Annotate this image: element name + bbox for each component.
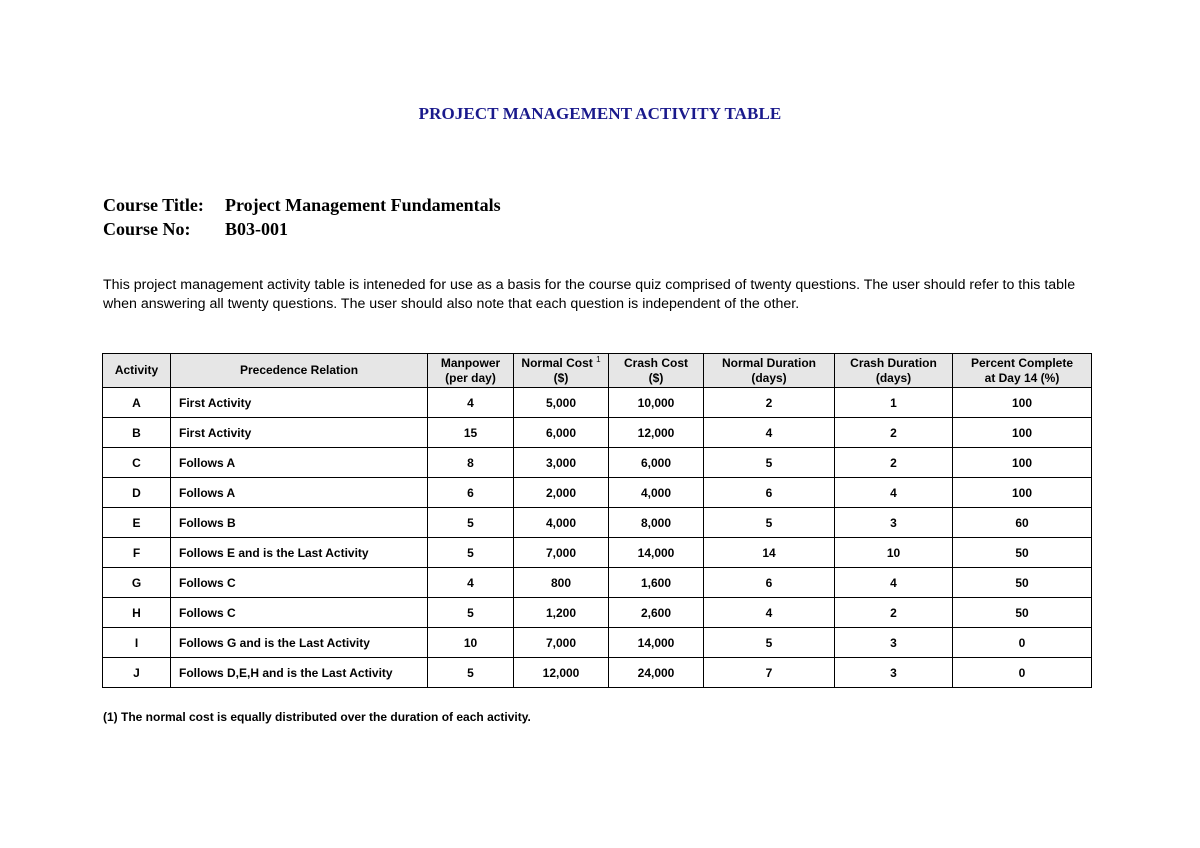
header-normal-cost: Normal Cost $^1$ ($) xyxy=(514,354,609,388)
cell-crash-duration: 2 xyxy=(835,448,953,478)
course-no-label: Course No: xyxy=(103,219,191,239)
table-row xyxy=(103,538,1092,568)
cell-activity: B xyxy=(103,418,171,448)
cell-manpower: 4 xyxy=(428,388,514,418)
table-row xyxy=(103,478,1092,508)
header-manpower: Manpower (per day) xyxy=(428,354,514,388)
page-title: PROJECT MANAGEMENT ACTIVITY TABLE xyxy=(418,104,782,123)
course-title-value: Project Management Fundamentals xyxy=(225,195,501,215)
cell-normal-duration: 4 xyxy=(704,598,835,628)
cell-normal-duration: 5 xyxy=(704,448,835,478)
cell-normal-duration: 5 xyxy=(704,508,835,538)
cell-percent-complete: 0 xyxy=(953,658,1092,688)
header-activity: Activity xyxy=(103,354,171,388)
cell-percent-complete: 100 xyxy=(953,418,1092,448)
table-row xyxy=(103,388,1092,418)
cell-activity: D xyxy=(103,478,171,508)
cell-precedence: First Activity xyxy=(171,418,428,448)
course-no-line xyxy=(103,219,288,240)
cell-activity: A xyxy=(103,388,171,418)
cell-crash-duration: 3 xyxy=(835,658,953,688)
cell-percent-complete: 0 xyxy=(953,628,1092,658)
cell-normal-cost: 5,000 xyxy=(514,388,609,418)
cell-activity: J xyxy=(103,658,171,688)
cell-crash-duration: 2 xyxy=(835,598,953,628)
cell-manpower: 4 xyxy=(428,568,514,598)
cell-percent-complete: 100 xyxy=(953,388,1092,418)
cell-crash-cost: 4,000 xyxy=(609,478,704,508)
activity-table xyxy=(102,353,1092,688)
cell-activity: G xyxy=(103,568,171,598)
cell-normal-duration: 6 xyxy=(704,478,835,508)
cell-crash-cost: 10,000 xyxy=(609,388,704,418)
cell-normal-cost: 4,000 xyxy=(514,508,609,538)
table-row xyxy=(103,448,1092,478)
cell-crash-duration: 4 xyxy=(835,478,953,508)
footnote: (1) The normal cost is equally distributed over the duration of each activity. xyxy=(103,710,531,724)
cell-crash-duration: 1 xyxy=(835,388,953,418)
cell-normal-cost: 7,000 xyxy=(514,538,609,568)
cell-manpower: 15 xyxy=(428,418,514,448)
cell-manpower: 6 xyxy=(428,478,514,508)
cell-crash-cost: 12,000 xyxy=(609,418,704,448)
table-row xyxy=(103,658,1092,688)
cell-normal-duration: 14 xyxy=(704,538,835,568)
cell-percent-complete: 50 xyxy=(953,568,1092,598)
cell-precedence: Follows C xyxy=(171,568,428,598)
cell-normal-cost: 2,000 xyxy=(514,478,609,508)
course-no-value: B03-001 xyxy=(225,219,288,239)
cell-percent-complete: 100 xyxy=(953,478,1092,508)
cell-precedence: Follows A xyxy=(171,478,428,508)
table-row xyxy=(103,568,1092,598)
cell-normal-cost: 3,000 xyxy=(514,448,609,478)
table-row xyxy=(103,628,1092,658)
cell-precedence: Follows A xyxy=(171,448,428,478)
cell-manpower: 5 xyxy=(428,508,514,538)
cell-manpower: 5 xyxy=(428,538,514,568)
cell-precedence: Follows B xyxy=(171,508,428,538)
cell-manpower: 5 xyxy=(428,658,514,688)
cell-normal-cost: 12,000 xyxy=(514,658,609,688)
cell-crash-cost: 8,000 xyxy=(609,508,704,538)
cell-activity: C xyxy=(103,448,171,478)
cell-precedence: Follows E and is the Last Activity xyxy=(171,538,428,568)
cell-normal-duration: 7 xyxy=(704,658,835,688)
cell-normal-duration: 4 xyxy=(704,418,835,448)
cell-precedence: Follows C xyxy=(171,598,428,628)
cell-percent-complete: 60 xyxy=(953,508,1092,538)
cell-crash-duration: 2 xyxy=(835,418,953,448)
cell-crash-duration: 10 xyxy=(835,538,953,568)
cell-crash-cost: 14,000 xyxy=(609,628,704,658)
cell-precedence: Follows D,E,H and is the Last Activity xyxy=(171,658,428,688)
table-row xyxy=(103,418,1092,448)
table-row xyxy=(103,598,1092,628)
header-crash-duration: Crash Duration (days) xyxy=(835,354,953,388)
cell-crash-duration: 4 xyxy=(835,568,953,598)
cell-percent-complete: 50 xyxy=(953,538,1092,568)
intro-paragraph: This project management activity table is inteneded for use as a basis for the course quiz comprised of twenty questions. The user should refer to this table when answering all twenty questions. The user should also note that each question is independent of the other. xyxy=(103,277,1076,312)
cell-normal-cost: 1,200 xyxy=(514,598,609,628)
course-title-line xyxy=(103,195,501,216)
cell-activity: I xyxy=(103,628,171,658)
cell-normal-cost: 6,000 xyxy=(514,418,609,448)
table-header-row xyxy=(103,354,1092,388)
header-crash-cost: Crash Cost ($) xyxy=(609,354,704,388)
cell-crash-cost: 6,000 xyxy=(609,448,704,478)
cell-crash-duration: 3 xyxy=(835,508,953,538)
cell-normal-duration: 6 xyxy=(704,568,835,598)
cell-crash-cost: 24,000 xyxy=(609,658,704,688)
cell-normal-duration: 5 xyxy=(704,628,835,658)
cell-activity: H xyxy=(103,598,171,628)
header-percent-complete: Percent Complete at Day 14 (%) xyxy=(953,354,1092,388)
cell-normal-cost: 800 xyxy=(514,568,609,598)
cell-manpower: 10 xyxy=(428,628,514,658)
course-title-label: Course Title: xyxy=(103,195,204,215)
cell-crash-cost: 14,000 xyxy=(609,538,704,568)
header-precedence: Precedence Relation xyxy=(171,354,428,388)
cell-crash-cost: 2,600 xyxy=(609,598,704,628)
cell-crash-duration: 3 xyxy=(835,628,953,658)
cell-precedence: First Activity xyxy=(171,388,428,418)
cell-normal-cost: 7,000 xyxy=(514,628,609,658)
cell-normal-duration: 2 xyxy=(704,388,835,418)
cell-precedence: Follows G and is the Last Activity xyxy=(171,628,428,658)
cell-activity: E xyxy=(103,508,171,538)
cell-percent-complete: 50 xyxy=(953,598,1092,628)
cell-manpower: 8 xyxy=(428,448,514,478)
cell-crash-cost: 1,600 xyxy=(609,568,704,598)
header-normal-duration: Normal Duration (days) xyxy=(704,354,835,388)
cell-activity: F xyxy=(103,538,171,568)
footnote-marker: 1 xyxy=(596,354,601,364)
cell-manpower: 5 xyxy=(428,598,514,628)
cell-percent-complete: 100 xyxy=(953,448,1092,478)
table-row xyxy=(103,508,1092,538)
